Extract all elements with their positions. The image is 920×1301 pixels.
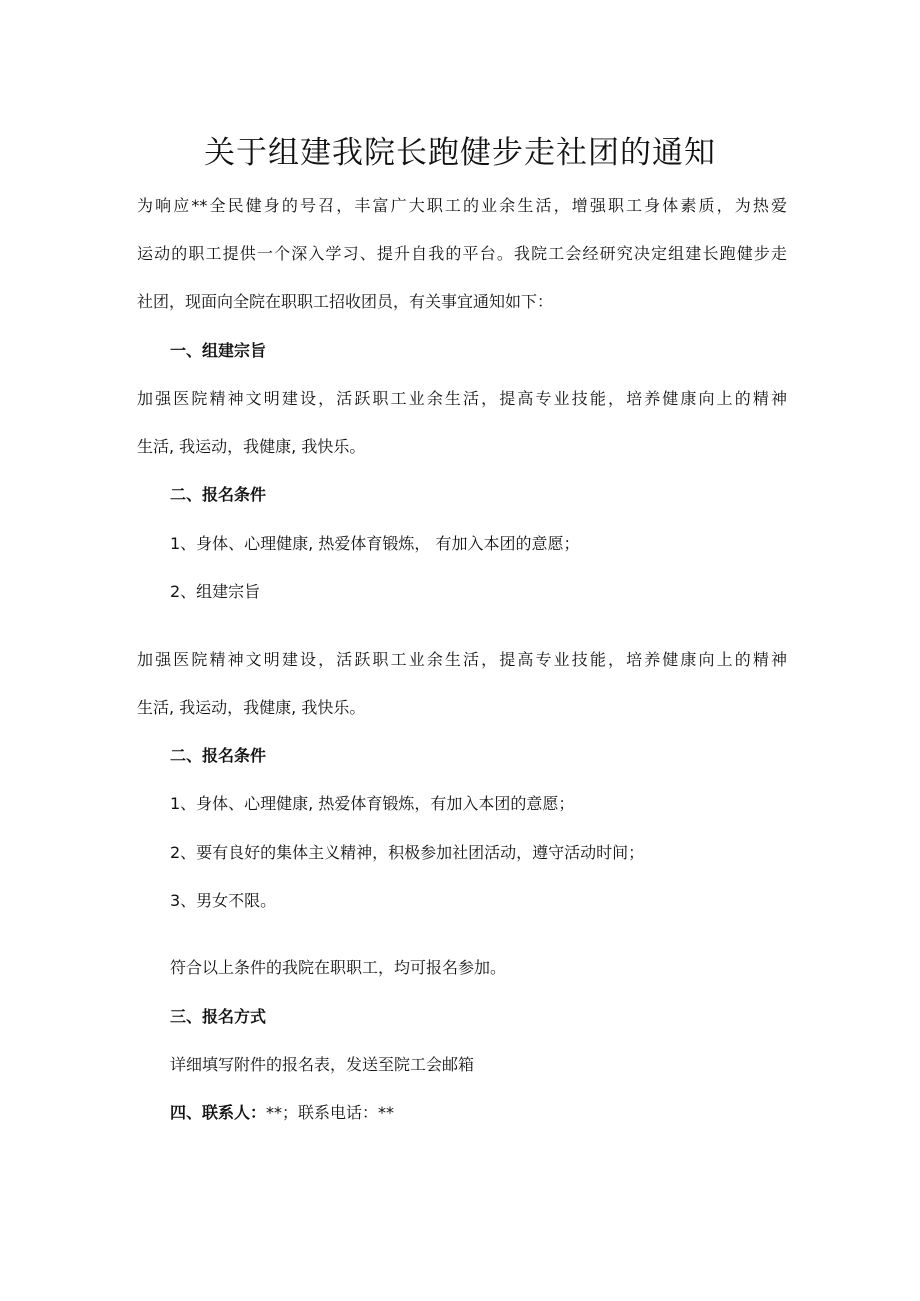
- intro-line-3: 社团，现面向全院在职职工招收团员，有关事宜通知如下：: [137, 292, 554, 311]
- section-1-line-1: 加强医院精神文明建设，活跃职工业余生活，提高专业技能，培养健康向上的精神: [137, 389, 787, 408]
- section-3-heading: 三、报名方式: [170, 1007, 267, 1026]
- section-3-line-1: 详细填写附件的报名表，发送至院工会邮箱: [170, 1055, 475, 1074]
- section-2-repeat-item-2: 2、要有良好的集体主义精神，积极参加社团活动，遵守活动时间；: [170, 843, 645, 862]
- section-1-repeat-line-1: 加强医院精神文明建设，活跃职工业余生活，提高专业技能，培养健康向上的精神: [137, 650, 787, 669]
- section-2-heading: 二、报名条件: [170, 485, 267, 504]
- section-1-line-2: 生活, 我运动，我健康, 我快乐。: [137, 437, 366, 456]
- eligibility-note: 符合以上条件的我院在职职工，均可报名参加。: [170, 958, 507, 977]
- section-1-repeat-line-2: 生活, 我运动，我健康, 我快乐。: [137, 698, 366, 717]
- section-2-repeat-item-1: 1、身体、心理健康, 热爱体育锻炼，有加入本团的意愿；: [170, 794, 575, 813]
- section-2-repeat-item-3: 3、男女不限。: [170, 891, 277, 910]
- section-2-item-1: 1、身体、心理健康, 热爱体育锻炼， 有加入本团的意愿；: [170, 534, 580, 553]
- section-2-item-2: 2、组建宗旨: [170, 582, 261, 601]
- section-2-repeat-heading: 二、报名条件: [170, 746, 267, 765]
- contact-line: [170, 1101, 394, 1125]
- intro-line-1: 为响应**全民健身的号召，丰富广大职工的业余生活，增强职工身体素质，为热爱: [137, 196, 787, 215]
- section-4-heading: 四、联系人：: [170, 1103, 267, 1122]
- contact-details: **；联系电话：**: [266, 1103, 395, 1122]
- section-1-heading: 一、组建宗旨: [170, 341, 267, 360]
- notice-title: 关于组建我院长跑健步走社团的通知: [204, 135, 716, 171]
- intro-line-2: 运动的职工提供一个深入学习、提升自我的平台。我院工会经研究决定组建长跑健步走: [137, 244, 787, 263]
